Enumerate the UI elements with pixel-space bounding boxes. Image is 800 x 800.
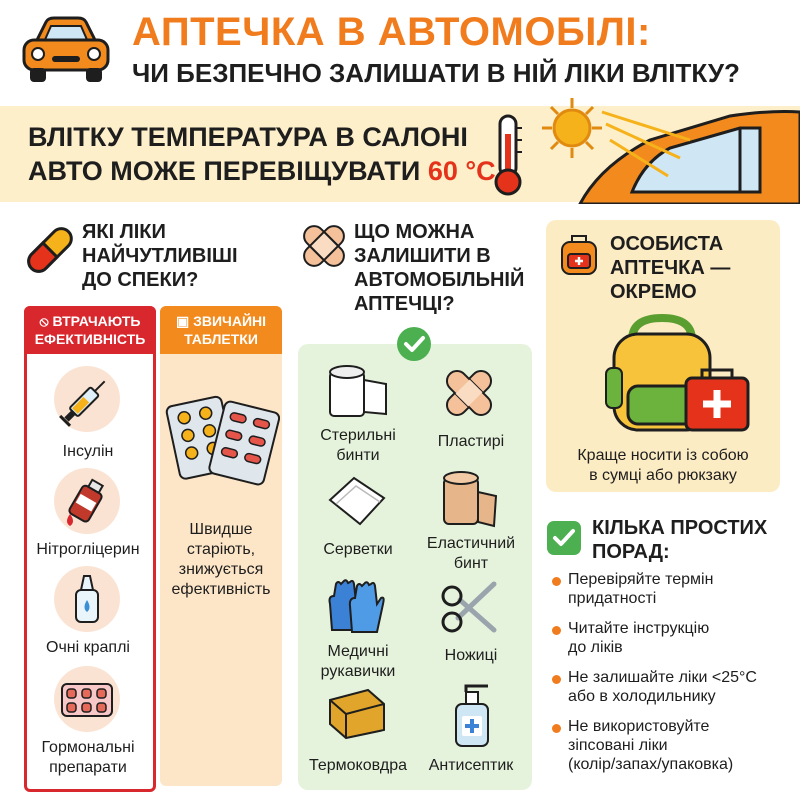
lose-effectiveness-header: ⦸ ВТРАЧАЮТЬ ЕФЕКТИВНІСТЬ <box>24 306 156 354</box>
bullet-icon <box>552 577 561 586</box>
plasters-icon <box>438 362 500 424</box>
banner-line-2: АВТО МОЖЕ ПЕРЕВІЩУВАТИ 60 °C <box>28 156 496 186</box>
bullet-icon <box>552 626 561 635</box>
napkins-icon <box>324 470 390 532</box>
allowed-item-label: Медичні рукавички <box>320 643 396 680</box>
backpack-first-aid-icon <box>604 312 754 438</box>
allowed-item-label: Стерильні бинти <box>320 427 396 464</box>
banner-highlight: 60 °C <box>427 156 496 186</box>
allowed-item-label: Серветки <box>323 541 393 558</box>
tablets-description: Швидше старіють, знижується ефективність <box>171 521 271 598</box>
tip-item: Не залишайте ліки <25°C або в холодильнику <box>568 669 757 705</box>
tablet-blister-icon <box>164 384 280 494</box>
tips-heading: КІЛЬКА ПРОСТИХ ПОРАД: <box>592 517 768 563</box>
sensitive-item-label: Очні краплі <box>46 639 130 656</box>
prohibited-icon: ⦸ <box>39 313 49 329</box>
box-icon: ▣ <box>175 313 190 329</box>
gloves-icon <box>322 574 392 636</box>
banner-line-1: ВЛІТКУ ТЕМПЕРАТУРА В САЛОНІ <box>28 122 468 152</box>
allowed-item-label: Ножиці <box>444 647 498 664</box>
bottle-drop-icon <box>54 468 120 534</box>
sensitive-heading: ЯКІ ЛІКИ НАЙЧУТЛИВІШІ ДО СПЕКИ? <box>82 221 238 291</box>
pill-icon <box>22 222 78 278</box>
hormone-blister-icon <box>54 666 120 732</box>
banner-text <box>28 120 496 188</box>
page-subtitle: ЧИ БЕЗПЕЧНО ЗАЛИШАТИ В НІЙ ЛІКИ ВЛІТКУ? <box>132 58 740 88</box>
elastic-bandage-icon <box>436 468 502 532</box>
bandage-icon <box>296 218 352 274</box>
personal-heading: ОСОБИСТА АПТЕЧКА — ОКРЕМО <box>610 233 731 303</box>
tip-item: Не використовуйте зіпсовані ліки (колір/запах/упаковка) <box>568 718 734 773</box>
bullet-icon <box>552 724 561 733</box>
sun-car-illustration <box>540 96 800 204</box>
scissors-icon <box>438 578 500 640</box>
tablets-header: ▣ ЗВИЧАЙНІ ТАБЛЕТКИ <box>160 306 282 354</box>
sensitive-item-label: Нітрогліцерин <box>36 541 140 558</box>
check-circle-icon <box>396 326 432 362</box>
tip-item: Перевіряйте термін придатності <box>568 571 714 607</box>
sterile-bandage-icon <box>320 360 396 422</box>
car-icon <box>18 12 114 92</box>
bullet-icon <box>552 675 561 684</box>
personal-caption: Краще носити із собою в сумці або рюкзаку <box>577 447 749 484</box>
thermal-blanket-icon <box>322 680 392 742</box>
eye-drops-icon <box>54 566 120 632</box>
syringe-icon <box>54 366 120 432</box>
page-title: АПТЕЧКА В АВТОМОБІЛІ: <box>132 10 651 54</box>
antiseptic-icon <box>444 680 500 750</box>
sensitive-item-label: Гормональні препарати <box>41 739 135 776</box>
backpack-small-icon <box>558 230 600 278</box>
check-square-icon <box>546 520 582 556</box>
thermometer-icon <box>488 112 528 198</box>
allowed-item-label: Еластичний бинт <box>426 535 516 572</box>
sensitive-item-label: Інсулін <box>62 443 114 460</box>
tip-item: Читайте інструкцію до ліків <box>568 620 710 656</box>
allowed-item-label: Пластирі <box>437 433 505 450</box>
allowed-item-label: Антисептик <box>428 757 514 774</box>
allowed-item-label: Термоковдра <box>308 757 408 774</box>
leave-heading: ЩО МОЖНА ЗАЛИШИТИ В АВТОМОБІЛЬНІЙ АПТЕЧЦІ? <box>354 221 525 315</box>
